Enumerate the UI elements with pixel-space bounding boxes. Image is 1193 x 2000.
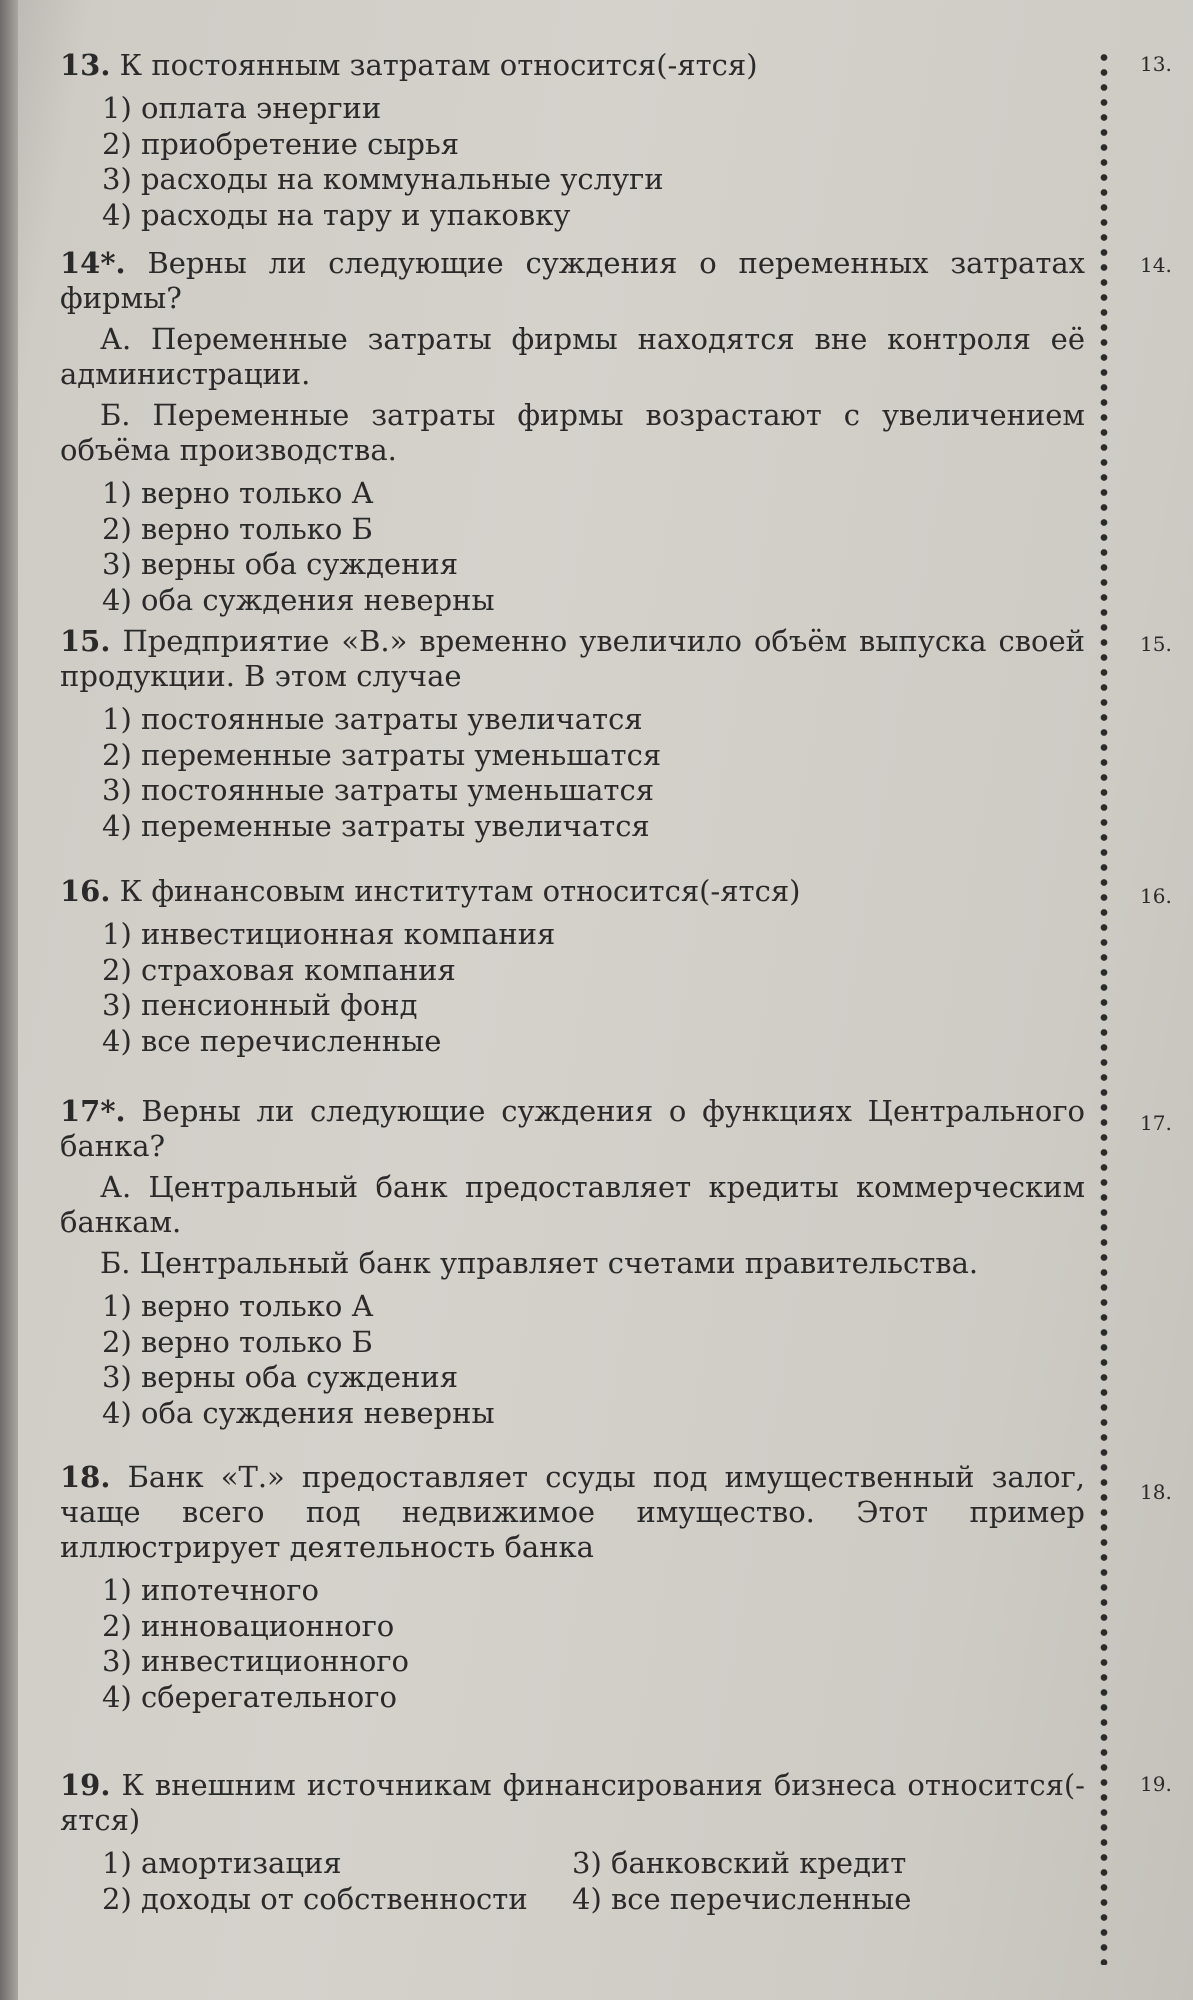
option: 2) инновационного bbox=[102, 1608, 395, 1643]
option: 2) верно только Б bbox=[102, 511, 373, 546]
option: 1) амортизация bbox=[102, 1846, 342, 1880]
option: 2) переменные затраты уменьшатся bbox=[102, 737, 662, 772]
option: 4) сберегательного bbox=[102, 1679, 397, 1714]
option: 1) верно только А bbox=[102, 1289, 374, 1323]
option: 4) оба суждения неверны bbox=[102, 582, 495, 617]
judgement-b: Б. Центральный банк управляет счетами правительства. bbox=[100, 1246, 979, 1280]
option: 4) оба суждения неверны bbox=[102, 1395, 495, 1430]
answer-margin-number: 14. bbox=[1140, 253, 1172, 277]
option: 4) все перечисленные bbox=[102, 1023, 442, 1058]
answer-options bbox=[60, 917, 1085, 1059]
answer-margin-number: 19. bbox=[1140, 1772, 1172, 1796]
option: 4) расходы на тару и упаковку bbox=[102, 197, 571, 232]
option: 1) верно только А bbox=[102, 476, 374, 510]
option: 3) расходы на коммунальные услуги bbox=[102, 162, 664, 196]
answer-options bbox=[60, 91, 1085, 233]
option: 2) страховая компания bbox=[102, 952, 456, 987]
question-text: 17*. Верны ли следующие суждения о функциях Центрального банка? bbox=[60, 1094, 1085, 1163]
answer-margin-number: 16. bbox=[1140, 884, 1172, 908]
question-number: 13. bbox=[60, 48, 111, 82]
judgement-a: А. Переменные затраты фирмы находятся вне контроля её администрации. bbox=[60, 322, 1085, 391]
question-14 bbox=[60, 246, 1085, 618]
option: 1) инвестиционная компания bbox=[102, 917, 556, 951]
option: 3) верны оба суждения bbox=[102, 547, 459, 581]
option: 3) верны оба суждения bbox=[102, 1360, 459, 1394]
option: 2) доходы от собственности bbox=[102, 1881, 528, 1916]
question-13 bbox=[60, 48, 1085, 233]
answer-options bbox=[60, 1289, 1085, 1431]
option: 3) инвестиционного bbox=[102, 1644, 409, 1678]
question-number: 14*. bbox=[60, 246, 126, 280]
question-19 bbox=[60, 1768, 1085, 1917]
page-binding-edge bbox=[0, 0, 18, 2000]
answer-options bbox=[60, 702, 1085, 844]
question-text: 14*. Верны ли следующие суждения о переменных затратах фирмы? bbox=[60, 246, 1086, 315]
question-text: 18. Банк «Т.» предоставляет ссуды под имущественный залог, чаще всего под недвижимое имущество. Этот пример иллюстрирует деятельность банка bbox=[60, 1460, 1086, 1564]
option: 2) приобретение сырья bbox=[102, 126, 460, 161]
judgement-b: Б. Переменные затраты фирмы возрастают с увеличением объёма производства. bbox=[60, 398, 1085, 467]
option: 2) верно только Б bbox=[102, 1324, 373, 1359]
question-number: 18. bbox=[60, 1460, 111, 1494]
question-number: 15. bbox=[60, 624, 111, 658]
option: 1) ипотечного bbox=[102, 1573, 319, 1607]
answer-margin-number: 13. bbox=[1140, 52, 1172, 76]
question-16 bbox=[60, 874, 1085, 1059]
question-17 bbox=[60, 1094, 1085, 1431]
question-number: 16. bbox=[60, 874, 111, 908]
answer-options bbox=[60, 1573, 1085, 1715]
question-number: 17*. bbox=[60, 1094, 126, 1128]
option: 3) пенсионный фонд bbox=[102, 988, 418, 1022]
question-text: 15. Предприятие «В.» временно увеличило объём выпуска своей продукции. В этом случае bbox=[60, 624, 1085, 693]
question-number: 19. bbox=[60, 1768, 111, 1802]
option: 3) банковский кредит bbox=[572, 1846, 907, 1880]
question-text: 19. К внешним источникам финансирования бизнеса относится(-ятся) bbox=[60, 1768, 1085, 1837]
answer-margin-number: 17. bbox=[1140, 1111, 1172, 1135]
answer-margin-number: 18. bbox=[1140, 1480, 1172, 1504]
judgement-a: А. Центральный банк предоставляет кредиты коммерческим банкам. bbox=[60, 1170, 1085, 1239]
question-15 bbox=[60, 624, 1085, 844]
question-text: 16. К финансовым институтам относится(-ятся) bbox=[60, 874, 801, 908]
question-text: 13. К постоянным затратам относится(-ятся) bbox=[60, 48, 758, 82]
option: 3) постоянные затраты уменьшатся bbox=[102, 773, 655, 807]
answer-options bbox=[60, 1846, 1085, 1917]
answer-margin-number: 15. bbox=[1140, 632, 1172, 656]
question-18 bbox=[60, 1460, 1085, 1715]
answer-options bbox=[60, 476, 1085, 618]
option: 1) оплата энергии bbox=[102, 91, 382, 125]
option: 4) переменные затраты увеличатся bbox=[102, 808, 650, 843]
dotted-cut-line bbox=[1099, 50, 1109, 1965]
option: 1) постоянные затраты увеличатся bbox=[102, 702, 643, 736]
option: 4) все перечисленные bbox=[572, 1881, 912, 1916]
